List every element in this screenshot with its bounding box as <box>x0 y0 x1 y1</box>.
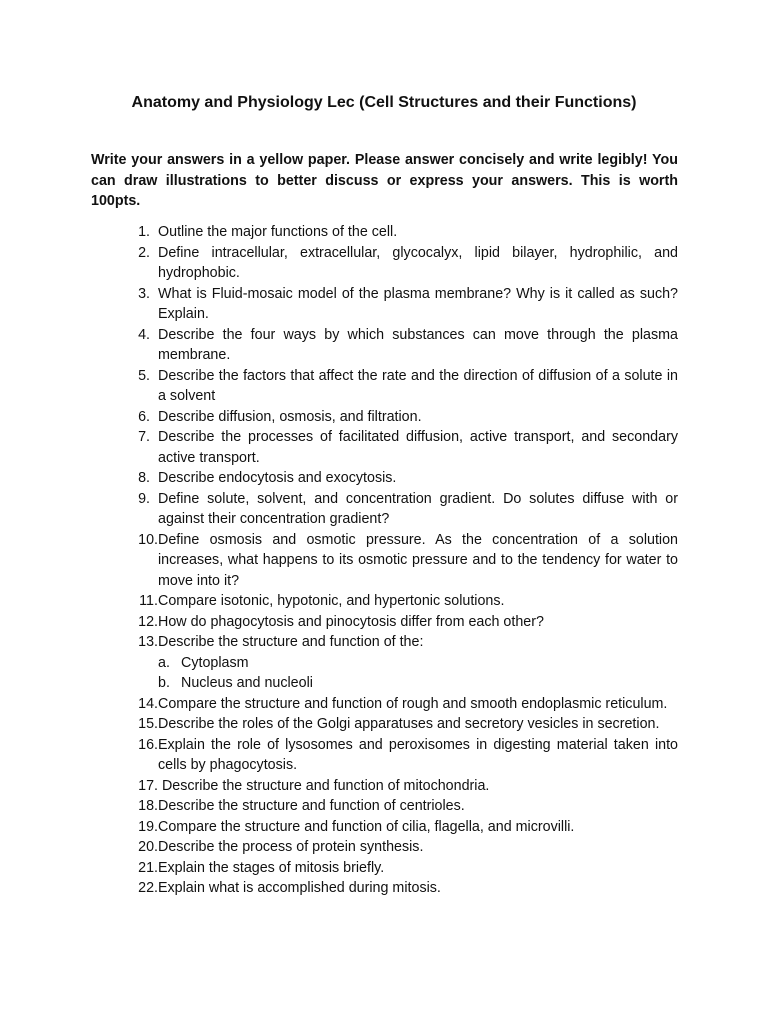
question-item <box>91 222 678 243</box>
question-number: 2. <box>138 244 150 261</box>
question-item <box>91 796 678 817</box>
question-number: 13. <box>138 634 158 650</box>
questions-list <box>91 222 678 899</box>
question-number: 8. <box>138 470 150 486</box>
question-item <box>91 612 678 633</box>
question-item <box>91 878 678 899</box>
question-number: 5. <box>138 367 150 384</box>
question-text: Outline the major functions of the cell. <box>158 224 398 240</box>
question-item <box>91 735 678 776</box>
question-number: 18. <box>138 798 158 814</box>
question-text: What is Fluid-mosaic model of the plasma membrane? Why is it called as such?Explain. <box>158 285 678 322</box>
question-text: Describe endocytosis and exocytosis. <box>158 470 397 486</box>
question-text: Describe diffusion, osmosis, and filtration. <box>158 408 422 425</box>
sub-item-label: b. <box>158 675 170 691</box>
question-text: Describe the structure and function of mitochondria. <box>158 777 490 794</box>
question-number: 7. <box>138 429 150 445</box>
question-text: Explain the role of lysosomes and peroxisomes in digesting material taken into cells by phagocytosis. <box>158 736 678 773</box>
question-text: Describe the processes of facilitated diffusion, active transport, and secondary active transport. <box>158 429 678 466</box>
question-item <box>91 714 678 735</box>
question-text: Compare the structure and function of cilia, flagella, and microvilli. <box>158 818 575 835</box>
question-text: How do phagocytosis and pinocytosis differ from each other? <box>158 613 544 630</box>
question-item <box>91 427 678 468</box>
question-text: Describe the factors that affect the rate and the direction of diffusion of a solute in a solvent <box>158 367 678 404</box>
question-item <box>91 632 678 653</box>
sub-item-label: a. <box>158 654 170 671</box>
question-item <box>91 530 678 592</box>
question-item <box>91 858 678 879</box>
question-number: 11. <box>139 593 158 609</box>
question-number: 10. <box>138 531 158 548</box>
question-number: 20. <box>138 839 158 855</box>
sub-item-text: Nucleus and nucleoli <box>181 675 313 691</box>
question-item <box>91 694 678 715</box>
question-text: Describe the process of protein synthesis. <box>158 839 424 855</box>
question-item <box>91 366 678 407</box>
question-number: 19. <box>138 818 158 835</box>
question-item <box>91 325 678 366</box>
question-text: Explain the stages of mitosis briefly. <box>158 859 385 876</box>
question-item <box>91 243 678 284</box>
instructions-paragraph: Write your answers in a yellow paper. Please answer concisely and write legibly! You can draw illustrations to better discuss or express your answers. This is worth 100pts. <box>91 152 678 209</box>
question-text: Compare isotonic, hypotonic, and hypertonic solutions. <box>158 593 505 609</box>
question-text: Define solute, solvent, and concentration gradient. Do solutes diffuse with or against their concentration gradient? <box>158 490 678 527</box>
question-number: 15. <box>138 716 158 732</box>
sub-item <box>91 673 678 694</box>
question-item <box>91 817 678 838</box>
question-number: 22. <box>138 880 158 896</box>
question-item <box>91 776 678 797</box>
question-number: 16. <box>138 736 158 753</box>
question-item <box>91 837 678 858</box>
question-text: Describe the structure and function of the: <box>158 634 424 650</box>
question-number: 14. <box>138 695 158 712</box>
question-text: Describe the four ways by which substances can move through the plasma membrane. <box>158 326 678 363</box>
question-text: Define intracellular, extracellular, glycocalyx, lipid bilayer, hydrophilic, and hydrophobic. <box>158 244 678 281</box>
question-number: 17. <box>138 777 158 794</box>
question-number: 3. <box>138 285 150 302</box>
question-text: Explain what is accomplished during mitosis. <box>158 880 441 896</box>
question-text: Compare the structure and function of rough and smooth endoplasmic reticulum. <box>158 695 668 712</box>
question-number: 4. <box>138 326 150 343</box>
question-text: Describe the roles of the Golgi apparatuses and secretory vesicles in secretion. <box>158 716 660 732</box>
question-number: 9. <box>138 490 150 507</box>
question-text: Describe the structure and function of centrioles. <box>158 798 465 814</box>
question-number: 21. <box>138 859 158 876</box>
question-number: 6. <box>138 408 150 425</box>
question-item <box>91 468 678 489</box>
question-item <box>91 284 678 325</box>
question-item <box>91 407 678 428</box>
question-item <box>91 489 678 530</box>
question-number: 12. <box>138 613 158 630</box>
sub-item-text: Cytoplasm <box>181 654 249 671</box>
question-number: 1. <box>138 224 150 240</box>
sub-item <box>91 653 678 674</box>
question-item <box>91 591 678 612</box>
page-title: Anatomy and Physiology Lec (Cell Structures and their Functions) <box>131 94 637 111</box>
question-text: Define osmosis and osmotic pressure. As the concentration of a solution increases, what happens to its osmotic pressure and to the tendency for water to move into it? <box>158 531 678 589</box>
